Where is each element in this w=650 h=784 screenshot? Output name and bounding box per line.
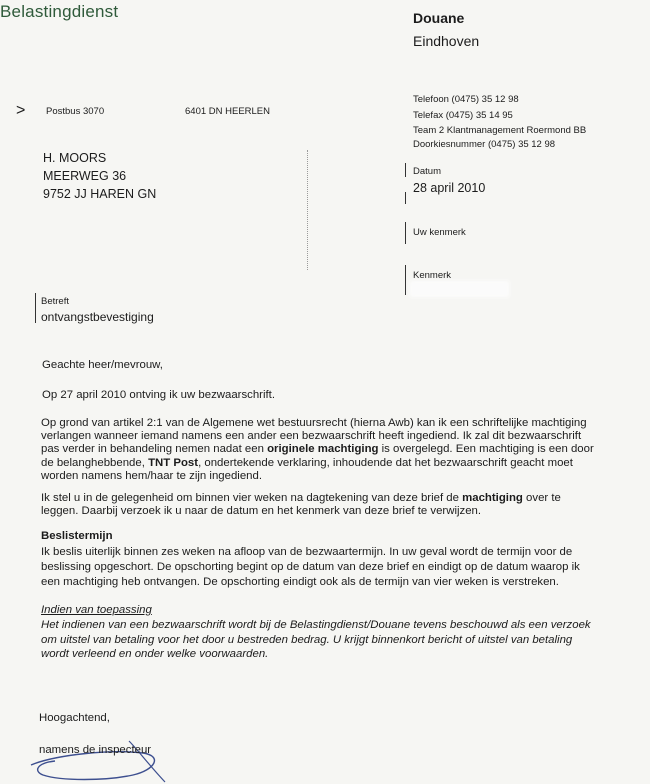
section-decision-term-line3: een machtiging heb ontvangen. De opschorting eindigt ook als de termijn van vier weken is verstreken.	[41, 576, 559, 589]
organisation-name: Douane	[413, 10, 465, 26]
date-value: 28 april 2010	[413, 181, 486, 195]
signature-scribble	[25, 735, 175, 784]
section-if-applicable-line2: om uitstel van betaling voor het door u bestreden bedrag. U krijgt binnenkort bericht of uitstel van betaling	[41, 633, 573, 646]
contact-direct-number: Doorkiesnummer (0475) 35 12 98	[413, 139, 556, 150]
ref-rule	[405, 265, 406, 295]
your-ref-label: Uw kenmerk	[413, 227, 466, 238]
recipient-city: 9752 JJ HAREN GN	[43, 187, 157, 201]
recipient-name: H. MOORS	[43, 151, 107, 165]
fold-mark-line	[307, 150, 308, 270]
your-ref-rule	[405, 222, 406, 244]
section-if-applicable-line3: wordt verleend en onder welke voorwaarden.	[41, 648, 269, 661]
return-postbox: Postbus 3070	[46, 106, 105, 117]
section-if-applicable	[41, 604, 625, 662]
contact-team: Team 2 Klantmanagement Roermond BB	[413, 125, 587, 136]
paragraph-deadline-line2: leggen. Daarbij verzoek ik u naar de datum en het kenmerk van deze brief te verwijzen.	[41, 505, 482, 518]
paragraph-authorisation-line4: de belanghebbende, TNT Post, ondertekende verklaring, inhoudende dat het bezwaarschrift geacht moet	[41, 456, 573, 469]
subject-rule	[35, 293, 36, 323]
signatory: namens de inspecteur	[39, 744, 152, 756]
contact-phone: Telefoon (0475) 35 12 98	[413, 94, 519, 105]
paragraph-deadline	[41, 492, 625, 518]
date-rule	[405, 163, 406, 177]
ref-label: Kenmerk	[413, 270, 452, 281]
salutation: Geachte heer/mevrouw,	[42, 359, 163, 371]
subject-value: ontvangstbevestiging	[41, 310, 154, 324]
paragraph-authorisation-line1: Op grond van artikel 2:1 van de Algemene wet bestuursrecht (hierna Awb) kan ik een schriftelijke machtiging	[41, 417, 587, 429]
contact-fax: Telefax (0475) 35 14 95	[413, 110, 513, 121]
section-if-applicable-heading: Indien van toepassing	[41, 604, 152, 616]
organisation-location: Eindhoven	[413, 33, 480, 49]
section-if-applicable-line1: Het indienen van een bezwaarschrift wordt bij de Belastingdienst/Douane tevens beschouwd als een verzoek	[41, 619, 591, 632]
recipient-street: MEERWEG 36	[43, 169, 127, 183]
paragraph-authorisation	[41, 417, 625, 483]
subject-label: Betreft	[41, 296, 69, 307]
logo: Belastingdienst	[0, 2, 119, 21]
closing: Hoogachtend,	[39, 712, 110, 724]
return-postcode-city: 6401 DN HEERLEN	[185, 106, 271, 117]
section-decision-term-heading: Beslistermijn	[41, 530, 113, 542]
date-rule-lower	[405, 192, 406, 204]
paragraph-deadline-line1: Ik stel u in de gelegenheid om binnen vier weken na dagtekening van deze brief de machtiging over te	[41, 492, 561, 504]
paragraph-receipt: Op 27 april 2010 ontving ik uw bezwaarschrift.	[42, 389, 275, 401]
date-label: Datum	[413, 166, 441, 177]
section-decision-term	[41, 530, 625, 590]
section-decision-term-line2: beslissing opgeschort. De opschorting begint op de datum van deze brief en eindigt op de datum waarop ik	[41, 561, 580, 574]
paragraph-authorisation-line5: worden namens hem/haar te zijn ingediend.	[41, 469, 262, 482]
return-address-marker: >	[16, 102, 26, 119]
paragraph-authorisation-line2: verlangen wanneer iemand namens een ander een bezwaarschrift heeft ingediend. Ik zal dit bezwaarschrift	[41, 430, 582, 443]
redacted-reference	[412, 283, 507, 295]
paragraph-authorisation-line3: pas verder in behandeling nemen nadat een originele machtiging is overgelegd. Een machtiging is een door	[41, 443, 594, 456]
section-decision-term-line1: Ik beslis uiterlijk binnen zes weken na afloop van de bezwaartermijn. In uw geval wordt de termijn voor de	[41, 546, 573, 559]
